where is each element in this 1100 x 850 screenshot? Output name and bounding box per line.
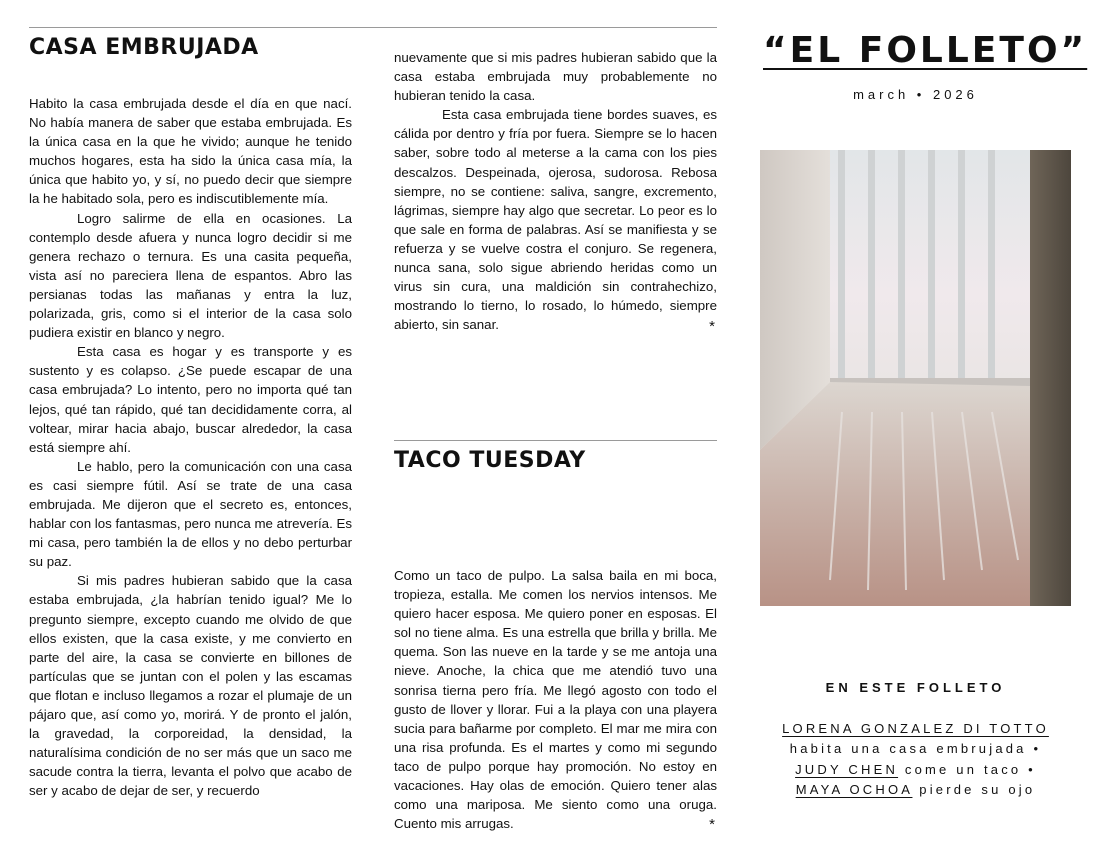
paragraph: Si mis padres hubieran sabido que la casa estaba embrujada, ¿la habrían tenido igual? Me lo pregunto siempre, excepto cuando me olvido de que ellos existen, que la casa existe, y me convierto en parte del aire, la casa se convierte en billones de partículas que se juntan con el polen y las escamas que flotan e incluso llegamos a rozar el plumaje de un pájaro que, así como yo, morirá. Y de pronto el jalón, la gravedad, la corporeidad, la densidad, la naturalísima condición de no ser más que un saco me sacude contra la tierra, levanta el polvo que acabo de ser y acabo de dejar de ser, y recuerdo	[29, 573, 352, 799]
section-divider	[394, 440, 717, 441]
toc-author-link[interactable]: MAYA OCHOA	[795, 781, 913, 797]
paragraph: Logro salirme de ella en ocasiones. La contemplo desde afuera y nunca logro decidir si me genera rechazo o ternura. Es una casita pequeña, vista así no pareciera llena de espantos. Abro las persianas todas las mañanas y entra la luz, polarizada, gris, como si el interior de la casa solo pudiera existir en blanco y negro.	[29, 210, 352, 341]
toc-title: EN ESTE FOLLETO	[825, 680, 1006, 695]
article-title-taco-tuesday: TACO TUESDAY	[394, 448, 586, 473]
article-body-col1	[29, 94, 352, 800]
end-mark-icon: *	[709, 816, 715, 834]
paragraph: Le hablo, pero la comunicación con una casa es casi siempre fútil. Así se trate de una casa embrujada. Me dijeron que el secreto es, entonces, hablar con los fantasmas, pero nunca me atrevería. Es mi casa, pero también la de ellos y no debo perturbar su paz.	[29, 458, 352, 570]
article-body-taco	[394, 566, 717, 833]
table-of-contents	[773, 719, 1058, 800]
toc-separator: •	[1033, 741, 1042, 757]
toc-author-link[interactable]: JUDY CHEN	[795, 761, 899, 777]
top-rule	[29, 27, 717, 28]
paragraph	[394, 566, 717, 833]
toc-description: habita una casa embrujada	[789, 741, 1027, 757]
toc-description: come un taco	[904, 761, 1022, 777]
article-title-casa-embrujada: CASA EMBRUJADA	[29, 35, 259, 60]
article-body-col2	[394, 48, 717, 348]
paragraph: Habito la casa embrujada desde el día en que nací. No había manera de saber que estaba embrujada. Es la única casa en la que he vivido; aunque he tenido muchos hogares, esta ha sido la única casa mía, la única que habito yo, y sí, no puedo decir que siempre la he habitado sola, pero es indiscutiblemente mía.	[29, 96, 352, 207]
issue-date: march • 2026	[853, 87, 978, 102]
toc-separator: •	[1028, 761, 1036, 777]
masthead-title: “EL FOLLETO”	[763, 30, 1088, 71]
toc-description: pierde su ojo	[919, 781, 1036, 797]
paragraph: Esta casa es hogar y es transporte y es sustento y es colapso. ¿Se puede escapar de una casa embrujada? Lo intento, pero no importa qué tan lejos, qué tan rápido, qué tan decididamente corra, al voltear, mirar hacia abajo, buscar alrededor, la casa está siempre ahí.	[29, 344, 352, 455]
end-mark-icon: *	[709, 318, 715, 336]
cover-photo	[760, 150, 1071, 606]
paragraph: Esta casa embrujada tiene bordes suaves, es cálida por dentro y fría por fuera. Siempre se lo hacen saber, sobre todo al meterse a la cama con los pies descalzos. Despeinada, ojerosa, sudorosa. Rebosa siempre, no se contiene: saliva, sangre, excremento, lágrimas, siempre hay algo que secretar. Lo peor es lo que sale en forma de palabras. Así se manifiesta y se refuerza y se vuelve costra el conjuro. Se regenera, nunca sana, solo sigue abriendo heridas como un virus sin cura, una maldición sin contrahechizo, mostrando lo tierno, lo rosado, lo húmedo, siempre abierto, sin sanar.	[394, 107, 717, 333]
paragraph-text: Como un taco de pulpo. La salsa baila en mi boca, tropieza, estalla. Me comen los nervios intensos. Me quiero hacer esposa. Me quiero poner en esposas. El sol no tiene alma. Es una estrella que brilla y brilla. Me quema. Son las nueve en la tarde y se me antoja una nieve. Anoche, la chica que me atendió tuvo una sonrisa tierna pero fría. Me llegó agosto con todo el gusto de llover y llorar. Fui a la playa con una playera sucia para bañarme por completo. El mar me mira con una risa profunda. Es el martes y como mi segundo taco de pulpo porque hay promoción. No estoy en vacaciones. Hay olas de emoción. Quiero tener alas como una mariposa. Me siento como una oruga. Cuento mis arrugas.	[394, 568, 717, 832]
toc-author-link[interactable]: LORENA GONZALEZ DI TOTTO	[782, 721, 1049, 736]
paragraph: nuevamente que si mis padres hubieran sabido que la casa estaba embrujada muy probablemente no hubieran tenido la casa.	[394, 50, 717, 104]
